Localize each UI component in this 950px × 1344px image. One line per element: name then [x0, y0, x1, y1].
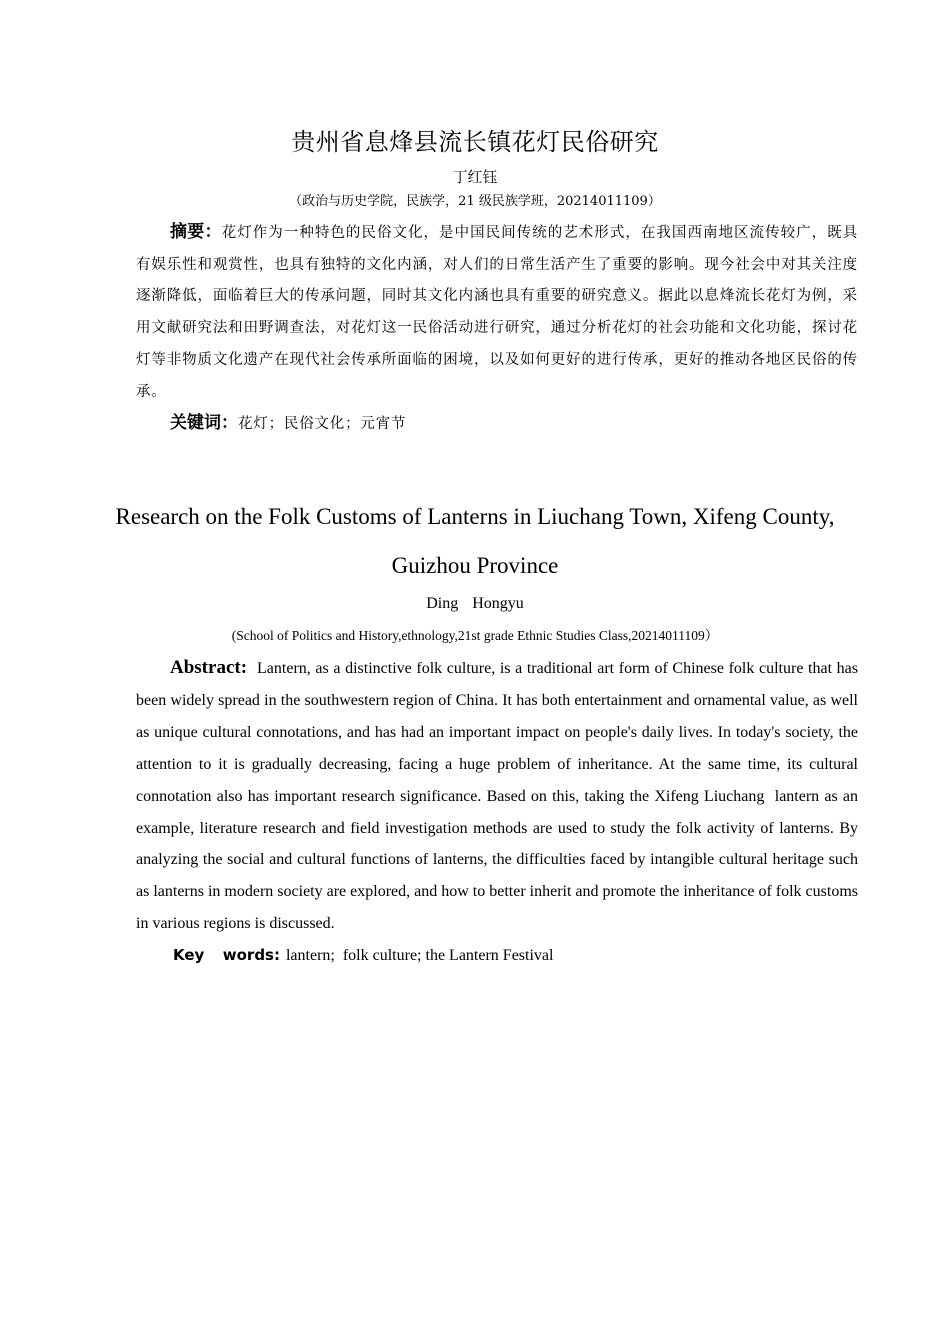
- chinese-title: 贵州省息烽县流长镇花灯民俗研究: [291, 128, 659, 156]
- chinese-abstract: [136, 217, 858, 408]
- chinese-abstract-label: 摘要：: [170, 222, 222, 242]
- english-abstract: [136, 652, 862, 940]
- english-abstract-text: Lantern, as a distinctive folk culture, is a traditional art form of Chinese folk culture that has been widely spread in the southwestern region of China. It has both entertainment and ornamental value, as well as unique cultural connotations, and has had an important impact on people's daily lives. In today's society, the attention to it is gradually decreasing, facing a huge problem of inheritance. At the same time, its cultural connotation also has important research significance. Based on this, taking the Xifeng Liuchang lantern as an example, literature research and field investigation methods are used to study the folk activity of lanterns. By analyzing the social and cultural functions of lanterns, the difficulties faced by intangible cultural heritage such as lanterns in modern society are explored, and how to better inherit and promote the inheritance of folk customs in various regions is discussed.: [136, 660, 862, 933]
- chinese-affiliation: （政治与历史学院，民族学，21 级民族学班，20214011109）: [289, 194, 661, 209]
- english-keywords-text: lantern; folk culture; the Lantern Festival: [285, 947, 554, 964]
- english-title: Research on the Folk Customs of Lanterns in Liuchang Town, Xifeng County, Guizhou Province: [115, 504, 835, 578]
- chinese-keywords-label: 关键词：: [170, 413, 238, 433]
- english-keywords: [136, 940, 895, 971]
- english-affiliation: (School of Politics and History,ethnology,21st grade Ethnic Studies Class,20214011109）: [231, 628, 719, 643]
- chinese-keywords-text: 花灯；民俗文化；元宵节: [238, 416, 407, 432]
- chinese-keywords: [136, 408, 892, 439]
- chinese-author: 丁红钰: [452, 168, 498, 186]
- english-abstract-label: Abstract:: [170, 657, 248, 678]
- english-keywords-label: Key words:: [173, 946, 280, 964]
- chinese-abstract-text: 花灯作为一种特色的民俗文化，是中国民间传统的艺术形式，在我国西南地区流传较广，既具有娱乐性和观赏性，也具有独特的文化内涵，对人们的日常生活产生了重要的影响。现今社会中对其关注度逐渐降低，面临着巨大的传承问题，同时其文化内涵也具有重要的研究意义。据此以息烽流长花灯为例，采用文献研究法和田野调查法，对花灯这一民俗活动进行研究，通过分析花灯的社会功能和文化功能，探讨花灯等非物质文化遗产在现代社会传承所面临的困境，以及如何更好的进行传承，更好的推动各地区民俗的传承。: [136, 225, 859, 400]
- english-author: Ding Hongyu: [426, 595, 524, 612]
